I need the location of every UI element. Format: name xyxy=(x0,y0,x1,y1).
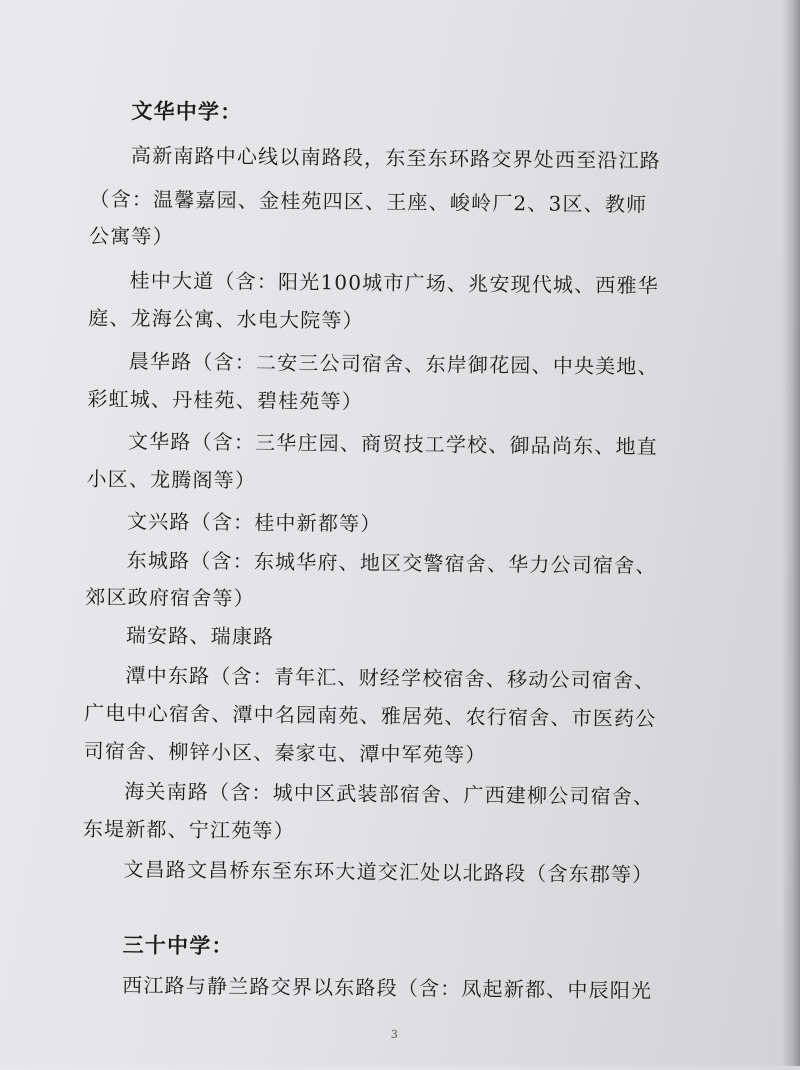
text-line: 郊区政府宿舍等） xyxy=(85,584,256,611)
text-line: 司宿舍、柳锌小区、秦家屯、潭中军苑等） xyxy=(83,738,487,767)
text-line: 西江路与静兰路交界以东路段（含：凤起新都、中辰阳光 xyxy=(122,973,653,1003)
text-line: 海关南路（含：城中区武装部宿舍、广西建柳公司宿舍、 xyxy=(124,779,655,809)
text-line: 庭、龙海公寓、水电大院等） xyxy=(88,305,364,333)
text-line: 文华路（含：三华庄园、商贸技工学校、御品尚东、地直 xyxy=(127,429,659,459)
text-line: 彩虹城、丹桂苑、碧桂苑等） xyxy=(87,386,364,414)
section-heading: 三十中学： xyxy=(122,932,234,959)
text-line: 瑞安路、瑞康路 xyxy=(125,623,275,649)
section-heading: 文华中学： xyxy=(131,98,243,125)
text-line: 文兴路（含：桂中新都等） xyxy=(126,509,382,536)
text-line: 晨华路（含：二安三公司宿舍、东岸御花园、中央美地、 xyxy=(128,349,659,379)
text-line: 文昌路文昌桥东至东环大道交汇处以北路段（含东郡等） xyxy=(123,857,654,887)
text-line: 东堤新都、宁江苑等） xyxy=(82,816,296,843)
text-line: （含：温馨嘉园、金桂苑四区、王座、峻岭厂2、3区、教师 xyxy=(89,186,648,217)
text-line: 广电中心宿舍、潭中名园南苑、雅居苑、农行宿舍、市医药公 xyxy=(83,700,657,731)
text-line: 桂中大道（含：阳光100城市广场、兆安现代城、西雅华 xyxy=(129,268,660,298)
text-line: 高新南路中心线以南路段，东至东环路交界处西至沿江路 xyxy=(130,143,662,173)
paper-fold-shadow xyxy=(782,0,800,1066)
page-number: 3 xyxy=(390,1027,398,1042)
text-line: 公寓等） xyxy=(88,223,175,249)
text-line: 潭中东路（含：青年汇、财经学校宿舍、移动公司宿舍、 xyxy=(125,663,656,693)
text-line: 小区、龙腾阁等） xyxy=(86,466,257,493)
text-line: 东城路（含：东城华府、地区交警宿舍、华力公司宿舍、 xyxy=(126,548,657,578)
